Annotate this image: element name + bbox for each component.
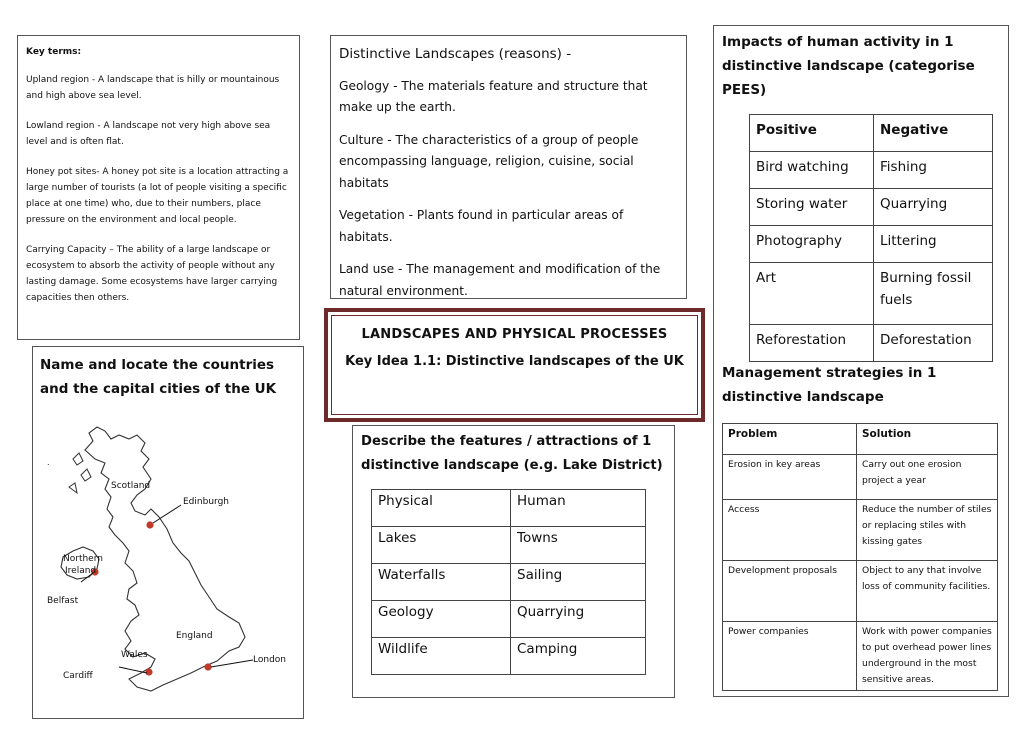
describe-features-panel [352, 425, 675, 698]
positive-cell: Storing water [750, 189, 874, 226]
positive-cell: Bird watching [750, 152, 874, 189]
table-row [750, 226, 993, 263]
problem-cell: Power companies [723, 622, 857, 691]
management-title: Management strategies in 1 distinctive landscape [722, 365, 937, 405]
physical-cell: Waterfalls [372, 564, 511, 601]
label-belfast: Belfast [47, 596, 79, 606]
label-wales: Wales [121, 650, 148, 660]
london-marker [204, 663, 211, 670]
label-northern: Northern [63, 554, 103, 564]
physical-cell: Geology [372, 601, 511, 638]
negative-cell: Burning fossil fuels [874, 263, 993, 325]
positive-cell: Reforestation [750, 325, 874, 362]
negative-cell: Fishing [874, 152, 993, 189]
human-cell: Quarrying [511, 601, 646, 638]
table-header-row [372, 490, 646, 527]
features-table [371, 489, 646, 675]
key-term-upland: Upland region - A landscape that is hilly or mountainous and high above sea level. [26, 75, 280, 101]
reason-geology: Geology - The materials feature and structure that make up the earth. [339, 78, 648, 114]
solution-cell: Object to any that involve loss of community facilities. [857, 561, 998, 622]
header-solution: Solution [857, 424, 998, 455]
problem-cell: Development proposals [723, 561, 857, 622]
reason-culture: Culture - The characteristics of a group of people encompassing language, religion, cuisine, social habitats [339, 132, 639, 190]
key-term-honey-pot: Honey pot sites- A honey pot site is a location attracting a large number of tourists (a lot of people visiting a specific place at one time) who, due to their numbers, place pressure on the environment and local people. [26, 167, 289, 225]
impacts-title: Impacts of human activity in 1 distinctive landscape (categorise PEES) [722, 34, 975, 98]
uk-map [33, 347, 303, 718]
header-human: Human [511, 490, 646, 527]
human-cell: Towns [511, 527, 646, 564]
physical-cell: Wildlife [372, 638, 511, 675]
solution-cell: Carry out one erosion project a year [857, 455, 998, 500]
human-cell: Sailing [511, 564, 646, 601]
table-row [723, 500, 998, 561]
impacts-table [749, 114, 993, 362]
table-row [750, 263, 993, 325]
label-ireland: Ireland [65, 566, 97, 576]
great-britain-outline [85, 427, 245, 691]
label-edinburgh: Edinburgh [183, 497, 229, 507]
physical-cell: Lakes [372, 527, 511, 564]
table-row [372, 601, 646, 638]
reason-vegetation: Vegetation - Plants found in particular areas of habitats. [339, 208, 624, 244]
label-scotland: Scotland [111, 481, 151, 491]
reasons-title: Distinctive Landscapes (reasons) - [339, 46, 572, 62]
describe-title: Describe the features / attractions of 1 distinctive landscape (e.g. Lake District) [361, 434, 663, 473]
key-terms-title: Key terms: [26, 47, 82, 57]
label-cardiff: Cardiff [63, 671, 93, 681]
table-row [723, 622, 998, 691]
table-row [372, 564, 646, 601]
negative-cell: Littering [874, 226, 993, 263]
table-row [372, 638, 646, 675]
islands-outline [69, 453, 91, 493]
label-england: England [176, 631, 213, 641]
edinburgh-marker [146, 521, 153, 528]
table-row [723, 455, 998, 500]
key-term-carrying-capacity: Carrying Capacity – The ability of a large landscape or ecosystem to absorb the activity of people without any lasting damage. Some ecosystems have larger carrying capacities then others. [26, 245, 278, 303]
negative-cell: Quarrying [874, 189, 993, 226]
table-row [750, 325, 993, 362]
reason-land-use: Land use - The management and modification of the natural environment. [339, 262, 661, 298]
header-positive: Positive [750, 115, 874, 152]
problem-cell: Access [723, 500, 857, 561]
table-header-row [750, 115, 993, 152]
cardiff-arrow [119, 667, 147, 673]
key-term-lowland: Lowland region - A landscape not very high above sea level and is often flat. [26, 121, 271, 147]
key-terms-panel [17, 35, 300, 340]
title-banner [324, 308, 705, 422]
positive-cell: Photography [750, 226, 874, 263]
human-cell: Camping [511, 638, 646, 675]
banner-heading: LANDSCAPES AND PHYSICAL PROCESSES [361, 327, 668, 342]
map-title: Name and locate the countries and the capital cities of the UK [40, 357, 277, 397]
uk-map-panel [32, 346, 304, 719]
positive-cell: Art [750, 263, 874, 325]
title-banner-inner [331, 315, 698, 415]
impacts-panel [713, 25, 1009, 697]
table-row [750, 189, 993, 226]
solution-cell: Reduce the number of stiles or replacing stiles with kissing gates [857, 500, 998, 561]
table-row [723, 561, 998, 622]
banner-key-idea: Key Idea 1.1: Distinctive landscapes of the UK [345, 354, 684, 369]
label-london: London [253, 655, 286, 665]
header-physical: Physical [372, 490, 511, 527]
distinctive-landscapes-reasons-panel [330, 35, 687, 299]
solution-cell: Work with power companies to put overhead power lines underground in the most sensitive areas. [857, 622, 998, 691]
problem-cell: Erosion in key areas [723, 455, 857, 500]
dot-marker: . [47, 458, 50, 467]
negative-cell: Deforestation [874, 325, 993, 362]
header-problem: Problem [723, 424, 857, 455]
table-header-row [723, 424, 998, 455]
table-row [372, 527, 646, 564]
edinburgh-arrow [153, 505, 181, 523]
management-table [722, 423, 998, 691]
header-negative: Negative [874, 115, 993, 152]
cardiff-marker [145, 668, 152, 675]
table-row [750, 152, 993, 189]
